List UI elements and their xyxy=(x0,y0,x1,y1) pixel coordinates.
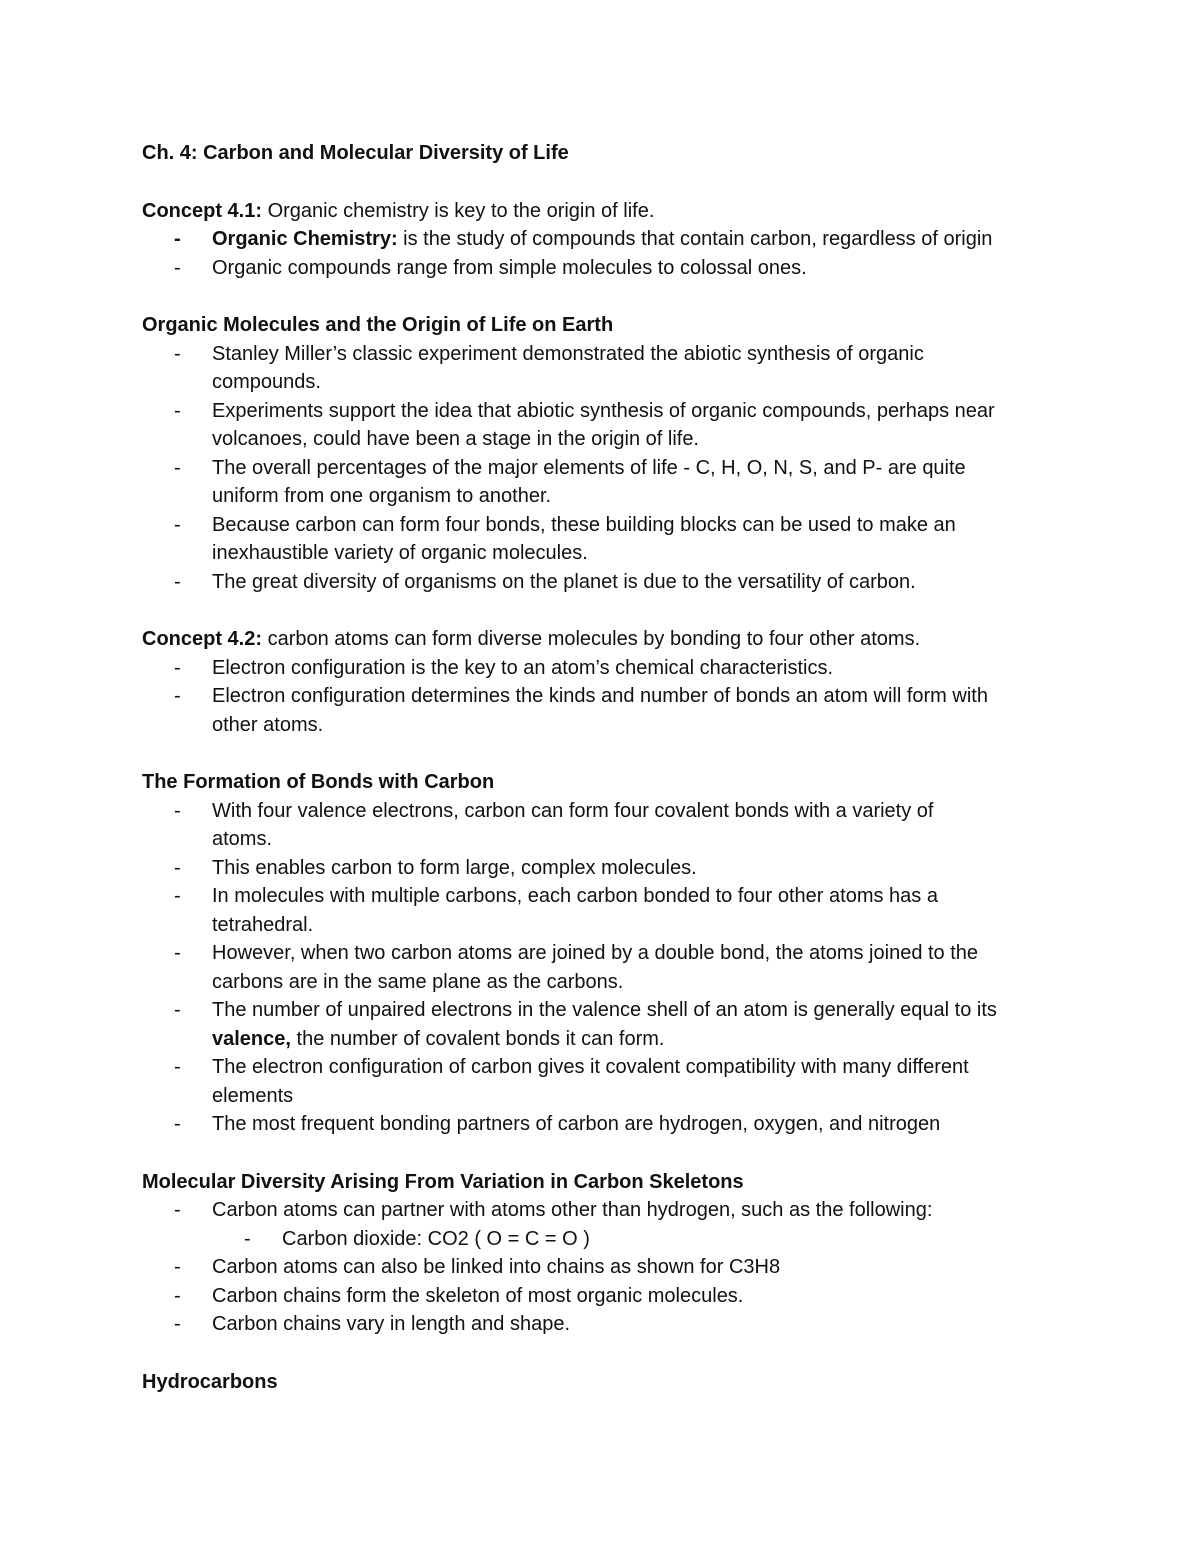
bullet-text-line-2: other atoms. xyxy=(212,713,324,736)
bullet-text-line-2: tetrahedral. xyxy=(212,913,314,936)
section-heading: Molecular Diversity Arising From Variation in Carbon Skeletons xyxy=(142,1170,744,1193)
bullet-dash: - xyxy=(244,1227,251,1250)
list-item xyxy=(142,682,1072,739)
term-organic-chemistry: Organic Chemistry: xyxy=(212,228,398,250)
bullet-dash: - xyxy=(174,570,181,593)
concept-4-1-label: Concept 4.1: xyxy=(142,199,263,222)
bullet-dash: - xyxy=(174,1113,181,1135)
list-item xyxy=(142,225,1072,254)
bullet-text: Carbon chains form the skeleton of most organic molecules. xyxy=(212,1284,744,1307)
document-page xyxy=(142,139,1072,1396)
bullet-text: Carbon atoms can also be linked into chains as shown for C3H8 xyxy=(212,1256,781,1278)
list-item xyxy=(142,1196,1072,1225)
list-item xyxy=(142,882,1072,939)
bullet-dash: - xyxy=(174,1056,181,1078)
bullet-text: Carbon chains vary in length and shape. xyxy=(212,1313,571,1335)
section-heading: The Formation of Bonds with Carbon xyxy=(142,771,495,793)
document-title: Ch. 4: Carbon and Molecular Diversity of Life xyxy=(142,142,569,164)
bullet-dash: - xyxy=(174,799,181,822)
list-item xyxy=(142,797,1072,854)
section-heading: Organic Molecules and the Origin of Life on Earth xyxy=(142,314,614,336)
bullet-text-line-1: Experiments support the idea that abiotic synthesis of organic compounds, perhaps near xyxy=(212,399,995,422)
bullet-dash: - xyxy=(174,342,181,365)
concept-4-2-section xyxy=(142,625,1072,739)
bullet-dash: - xyxy=(174,456,181,479)
bullet-dash: - xyxy=(174,942,181,964)
bullet-dash: - xyxy=(174,856,181,879)
sub-list-item xyxy=(142,1225,1072,1254)
bullet-text-line-1: The number of unpaired electrons in the valence shell of an atom is generally equal to its xyxy=(212,999,997,1021)
bullet-text-line-1: In molecules with multiple carbons, each carbon bonded to four other atoms has a xyxy=(212,885,938,907)
bullet-dash: - xyxy=(174,1313,181,1335)
list-item xyxy=(142,454,1072,511)
list-item xyxy=(142,1053,1072,1110)
term-valence: valence, xyxy=(212,1027,291,1050)
bullet-text-line-2: the number of covalent bonds it can form. xyxy=(290,1027,665,1050)
concept-4-1-section xyxy=(142,197,1072,283)
bullet-text-line-1: Stanley Miller’s classic experiment demonstrated the abiotic synthesis of organic xyxy=(212,342,924,365)
list-item xyxy=(142,1110,1072,1139)
concept-4-2-line xyxy=(142,625,1072,654)
concept-4-2-label: Concept 4.2: xyxy=(142,628,263,650)
list-item xyxy=(142,1310,1072,1339)
bullet-text: Carbon dioxide: CO2 ( O = C = O ) xyxy=(282,1227,590,1250)
bullet-text-line-2: uniform from one organism to another. xyxy=(212,485,552,507)
list-item xyxy=(142,1282,1072,1311)
section-heading: Hydrocarbons xyxy=(142,1370,278,1393)
concept-4-2-text: carbon atoms can form diverse molecules by bonding to four other atoms. xyxy=(262,628,921,650)
concept-4-1-text: Organic chemistry is key to the origin of life. xyxy=(262,199,655,222)
bullet-text-line-1: The electron configuration of carbon gives it covalent compatibility with many different xyxy=(212,1056,969,1078)
bullet-dash: - xyxy=(174,228,181,250)
bullet-text-line-2: inexhaustible variety of organic molecules. xyxy=(212,542,588,564)
list-item xyxy=(142,511,1072,568)
bullet-text-line-2: atoms. xyxy=(212,828,273,850)
list-item xyxy=(142,996,1072,1053)
bullet-dash: - xyxy=(174,885,181,907)
bullet-text: The most frequent bonding partners of carbon are hydrogen, oxygen, and nitrogen xyxy=(212,1113,941,1135)
bullet-dash: - xyxy=(174,685,181,707)
origin-of-life-section xyxy=(142,311,1072,596)
concept-4-1-line xyxy=(142,197,1072,226)
bullet-dash: - xyxy=(174,656,181,679)
bullet-text: Carbon atoms can partner with atoms other than hydrogen, such as the following: xyxy=(212,1199,933,1221)
bullet-text-line-2: carbons are in the same plane as the carbons. xyxy=(212,970,624,993)
bullet-text: This enables carbon to form large, complex molecules. xyxy=(212,856,697,879)
bullet-text-line-1: With four valence electrons, carbon can form four covalent bonds with a variety of xyxy=(212,799,934,822)
list-item xyxy=(142,340,1072,397)
bullet-text: The great diversity of organisms on the planet is due to the versatility of carbon. xyxy=(212,570,916,593)
bullet-text-line-1: Electron configuration determines the kinds and number of bonds an atom will form with xyxy=(212,685,988,707)
bullet-text: is the study of compounds that contain carbon, regardless of origin xyxy=(397,228,993,250)
bullet-text-line-2: elements xyxy=(212,1084,294,1107)
bullet-text: Organic compounds range from simple molecules to colossal ones. xyxy=(212,256,807,279)
list-item xyxy=(142,568,1072,597)
bullet-dash: - xyxy=(174,256,181,279)
bullet-dash: - xyxy=(174,399,181,422)
list-item xyxy=(142,254,1072,283)
list-item xyxy=(142,397,1072,454)
bullet-dash: - xyxy=(174,1284,181,1307)
bullet-dash: - xyxy=(174,513,181,536)
bullet-text-line-1: However, when two carbon atoms are joined by a double bond, the atoms joined to the xyxy=(212,942,979,964)
bullet-text: Electron configuration is the key to an atom’s chemical characteristics. xyxy=(212,656,834,679)
list-item xyxy=(142,854,1072,883)
list-item xyxy=(142,939,1072,996)
bullet-text-line-1: The overall percentages of the major elements of life - C, H, O, N, S, and P- are quite xyxy=(212,456,966,479)
bullet-text-line-1: Because carbon can form four bonds, these building blocks can be used to make an xyxy=(212,513,956,536)
list-item xyxy=(142,654,1072,683)
carbon-skeletons-section xyxy=(142,1168,1072,1339)
bullet-dash: - xyxy=(174,999,181,1021)
list-item xyxy=(142,1253,1072,1282)
bullet-text-line-2: volcanoes, could have been a stage in the origin of life. xyxy=(212,428,699,450)
bullet-text-line-2: compounds. xyxy=(212,371,321,393)
bullet-dash: - xyxy=(174,1256,181,1278)
bullet-dash: - xyxy=(174,1199,181,1221)
bonds-section xyxy=(142,768,1072,1139)
